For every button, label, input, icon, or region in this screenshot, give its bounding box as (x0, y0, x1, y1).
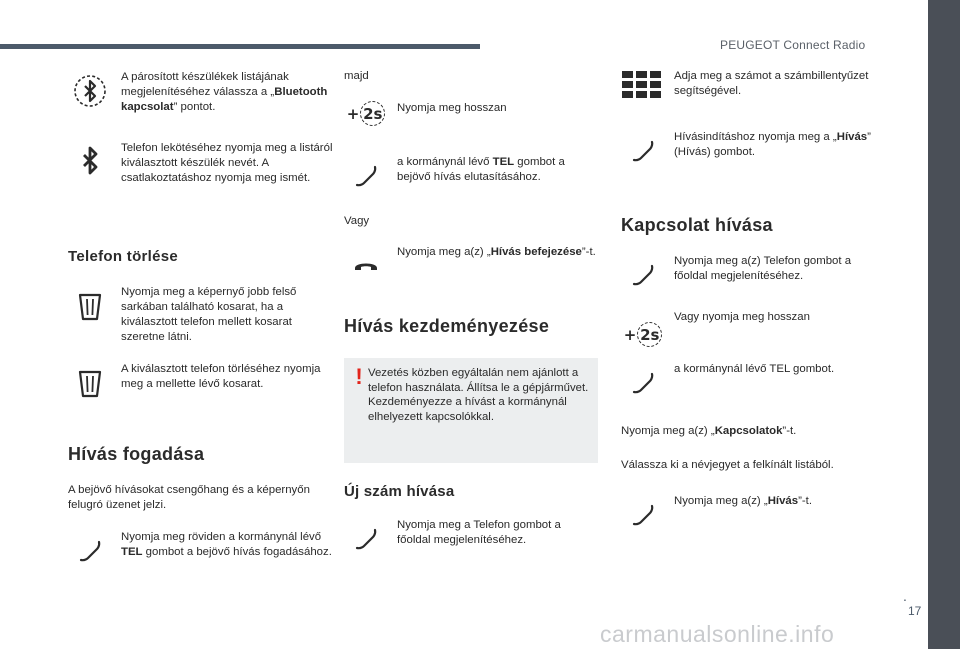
hang-up-icon (344, 245, 388, 285)
reject-bold: TEL (492, 156, 515, 168)
bt-disconnect-text: Telefon lekötéséhez nyomja meg a listáról kiválasztott készülék nevét. A csatlakoztatáshoz nyomja meg ismét. (121, 142, 333, 184)
heading-call-contact: Kapcsolat hívása (621, 215, 773, 235)
para-select-contact: Válassza ki a névjegyet a felkínált listából. (621, 459, 834, 471)
para-vagy: Vagy (344, 215, 370, 227)
reject-pre: a kormánynál lévő (397, 156, 493, 168)
receive-bold: TEL (121, 546, 143, 558)
trash-icon (68, 362, 112, 402)
end-pre: Nyomja meg a(z) „ (397, 246, 491, 258)
warning-box (344, 358, 598, 463)
phone-text: Nyomja meg a(z) Telefon gombot a főoldal megjelenítéséhez. (674, 255, 852, 282)
para-majd: majd (344, 70, 369, 82)
phone-handset-icon (621, 130, 665, 170)
receive-pre: Nyomja meg röviden a kormánynál lévő (121, 531, 322, 543)
new-number-text: Nyomja meg a Telefon gombot a főoldal megjelenítéséhez. (397, 519, 561, 546)
bt-list-post: ” pontot. (173, 101, 216, 113)
call-pre: Hívásindításhoz nyomja meg a „ (674, 131, 837, 143)
phone-handset-icon (68, 530, 112, 570)
reject-post: gombot a bejövő hívás elutasításához. (397, 156, 565, 183)
call-bold: Hívás (836, 131, 868, 143)
keypad-icon (621, 69, 665, 109)
continuation-dot: . (903, 588, 907, 604)
phone-handset-icon (621, 254, 665, 294)
phone-handset-icon (621, 494, 665, 534)
hold-text: Nyomja meg hosszan (397, 102, 507, 114)
bluetooth-icon (68, 141, 112, 181)
phone-handset-icon (344, 518, 388, 558)
delete-2-text: A kiválasztott telefon törléséhez nyomja meg a mellette lévő kosarat. (121, 363, 321, 390)
heading-new-number: Új szám hívása (344, 483, 455, 500)
call2-pre: Nyomja meg a(z) „ (674, 495, 768, 507)
receive-call-text: A bejövő hívásokat csengőhang és a képernyőn felugró üzenet jelzi. (68, 484, 310, 511)
keypad-text: Adja meg a számot a számbillentyűzet segítségével. (674, 70, 869, 97)
heading-initiate-call: Hívás kezdeményezése (344, 316, 550, 336)
receive-post: gombot a bejövő hívás fogadásához. (142, 546, 332, 558)
delete-1-text: Nyomja meg a képernyő jobb felső sarkában található kosarat, ha a kiválasztott telefon mellett kosarat szeretne látni. (121, 286, 297, 343)
header-bar (0, 44, 480, 49)
hold-2s-icon: + 2s (621, 322, 665, 362)
call2-post: ”-t. (798, 495, 813, 507)
heading-delete-phone: Telefon törlése (68, 248, 179, 265)
end-post: ”-t. (581, 246, 596, 258)
call2-bold: Hívás (767, 495, 799, 507)
watermark: carmanualsonline.info (600, 621, 835, 647)
bluetooth-settings-icon (68, 70, 112, 110)
header-title: PEUGEOT Connect Radio (720, 38, 866, 52)
bt-list-pre: A párosított készülékek listájának megjelenítéséhez válassza a „ (121, 71, 289, 98)
tel-text: a kormánynál lévő TEL gombot. (674, 363, 835, 375)
warning-icon: ! (355, 364, 363, 389)
page-number: 17 (908, 604, 922, 618)
phone-handset-icon (344, 155, 388, 195)
bt-list-bold: Bluetooth kapcsolat (121, 86, 328, 113)
heading-receive-call: Hívás fogadása (68, 444, 205, 464)
hold-2s-icon: + 2s (344, 101, 388, 141)
warning-text: Vezetés közben egyáltalán nem ajánlott a telefon használata. Állítsa le a gépjárművet. Kezdeményezze a hívást a kormánynál elhelyezett kapcsolókkal. (368, 367, 589, 423)
end-bold: Hívás befejezése (490, 246, 582, 258)
phone-handset-icon (621, 362, 665, 402)
trash-icon (68, 285, 112, 325)
call-post: ” (Hívás) gombot. (674, 131, 871, 158)
page-edge-strip (928, 0, 960, 649)
para-contacts: Nyomja meg a(z) „Kapcsolatok”-t. (621, 425, 797, 437)
hold2-text: Vagy nyomja meg hosszan (674, 311, 810, 323)
